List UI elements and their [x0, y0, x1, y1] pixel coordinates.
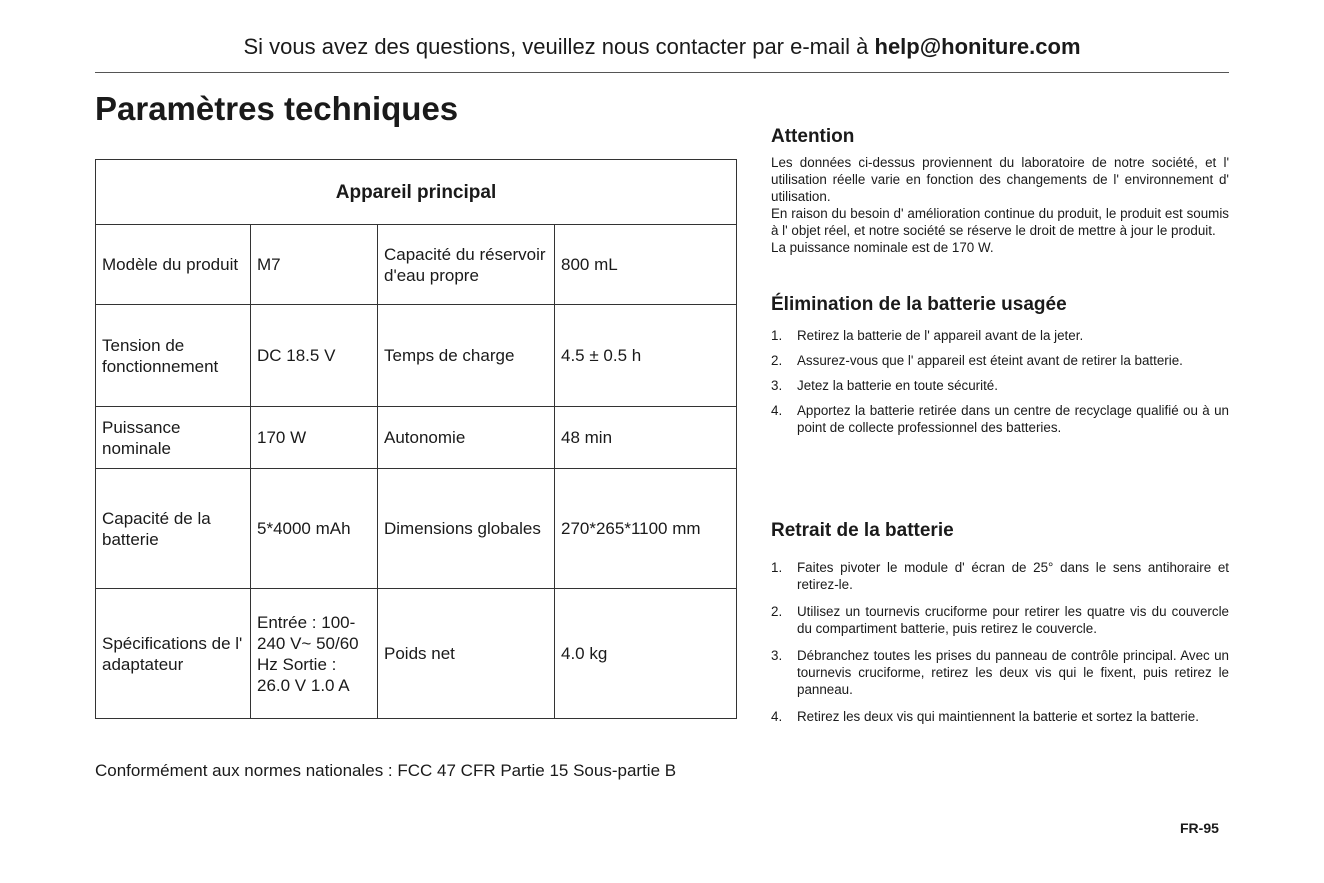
table-label-cell: Puissance nominale: [96, 407, 251, 469]
attention-section: [771, 126, 1229, 256]
contact-email[interactable]: help@honiture.com: [874, 34, 1081, 59]
table-row: [96, 407, 737, 469]
list-item: 2. Utilisez un tournevis cruciforme pour retirer les quatre vis du couvercle du compartiment batterie, puis retirez le couvercle.: [771, 604, 1229, 636]
table-value-cell: 170 W: [251, 407, 378, 469]
list-item: 1. Faites pivoter le module d' écran de 25° dans le sens antihoraire et retirez-le.: [771, 560, 1229, 592]
attention-paragraph: En raison du besoin d' amélioration continue du produit, le produit est soumis à l' objet réel, et notre société se réserve le droit de mettre à jour le produit.: [771, 206, 1229, 238]
table-value-cell: M7: [251, 225, 378, 305]
table-row: [96, 469, 737, 589]
removal-list: [771, 559, 1229, 725]
table-value-cell: Entrée : 100-240 V~ 50/60 Hz Sortie : 26.0 V 1.0 A: [251, 589, 378, 719]
table-label-cell: Capacité de la batterie: [96, 469, 251, 589]
disposal-heading: Élimination de la batterie usagée: [771, 294, 1067, 315]
disposal-section: [771, 294, 1229, 436]
page-title: Paramètres techniques: [95, 90, 459, 127]
list-item: 1. Retirez la batterie de l' appareil avant de la jeter.: [771, 328, 1084, 343]
list-item: 2. Assurez-vous que l' appareil est éteint avant de retirer la batterie.: [771, 353, 1183, 368]
table-label-cell: Autonomie: [378, 407, 555, 469]
disposal-list: [771, 327, 1229, 436]
table-label-cell: Capacité du réservoir d'eau propre: [378, 225, 555, 305]
table-label-cell: Modèle du produit: [96, 225, 251, 305]
table-value-cell: 48 min: [555, 407, 737, 469]
attention-heading: Attention: [771, 126, 855, 147]
list-item: 4. Apportez la batterie retirée dans un centre de recyclage qualifié ou à un point de collecte professionnel des batteries.: [771, 403, 1229, 435]
table-value-cell: DC 18.5 V: [251, 305, 378, 407]
page-number: FR-95: [1180, 820, 1219, 836]
table-row: [96, 589, 737, 719]
table-heading: Appareil principal: [96, 160, 737, 225]
header-text: Si vous avez des questions, veuillez nous contacter par e-mail à: [243, 34, 869, 59]
table-label-cell: Tension de fonctionnement: [96, 305, 251, 407]
removal-section: [771, 520, 1229, 725]
list-item: 3. Jetez la batterie en toute sécurité.: [771, 378, 998, 393]
removal-heading: Retrait de la batterie: [771, 520, 954, 541]
table-label-cell: Dimensions globales: [378, 469, 555, 589]
table-value-cell: 4.5 ± 0.5 h: [555, 305, 737, 407]
table-value-cell: 270*265*1100 mm: [555, 469, 737, 589]
compliance-note: Conformément aux normes nationales : FCC 47 CFR Partie 15 Sous-partie B: [95, 761, 677, 780]
attention-paragraph: La puissance nominale est de 170 W.: [771, 240, 994, 255]
table-value-cell: 800 mL: [555, 225, 737, 305]
list-item: 3. Débranchez toutes les prises du panneau de contrôle principal. Avec un tournevis cruciforme, retirez les deux vis qui le fixent, puis retirez le panneau.: [771, 648, 1229, 697]
table-label-cell: Temps de charge: [378, 305, 555, 407]
table-row: [96, 305, 737, 407]
table-value-cell: 4.0 kg: [555, 589, 737, 719]
table-label-cell: Spécifications de l' adaptateur: [96, 589, 251, 719]
list-item: 4. Retirez les deux vis qui maintiennent la batterie et sortez la batterie.: [771, 709, 1199, 724]
attention-paragraph: Les données ci-dessus proviennent du laboratoire de notre société, et l' utilisation réelle varie en fonction des changements de l' environnement d' utilisation.: [771, 155, 1229, 204]
page-header: [0, 34, 1324, 60]
table-header-row: [96, 160, 737, 225]
table-row: [96, 225, 737, 305]
table-label-cell: Poids net: [378, 589, 555, 719]
spec-table: [95, 159, 737, 719]
header-divider: [95, 72, 1229, 73]
table-value-cell: 5*4000 mAh: [251, 469, 378, 589]
